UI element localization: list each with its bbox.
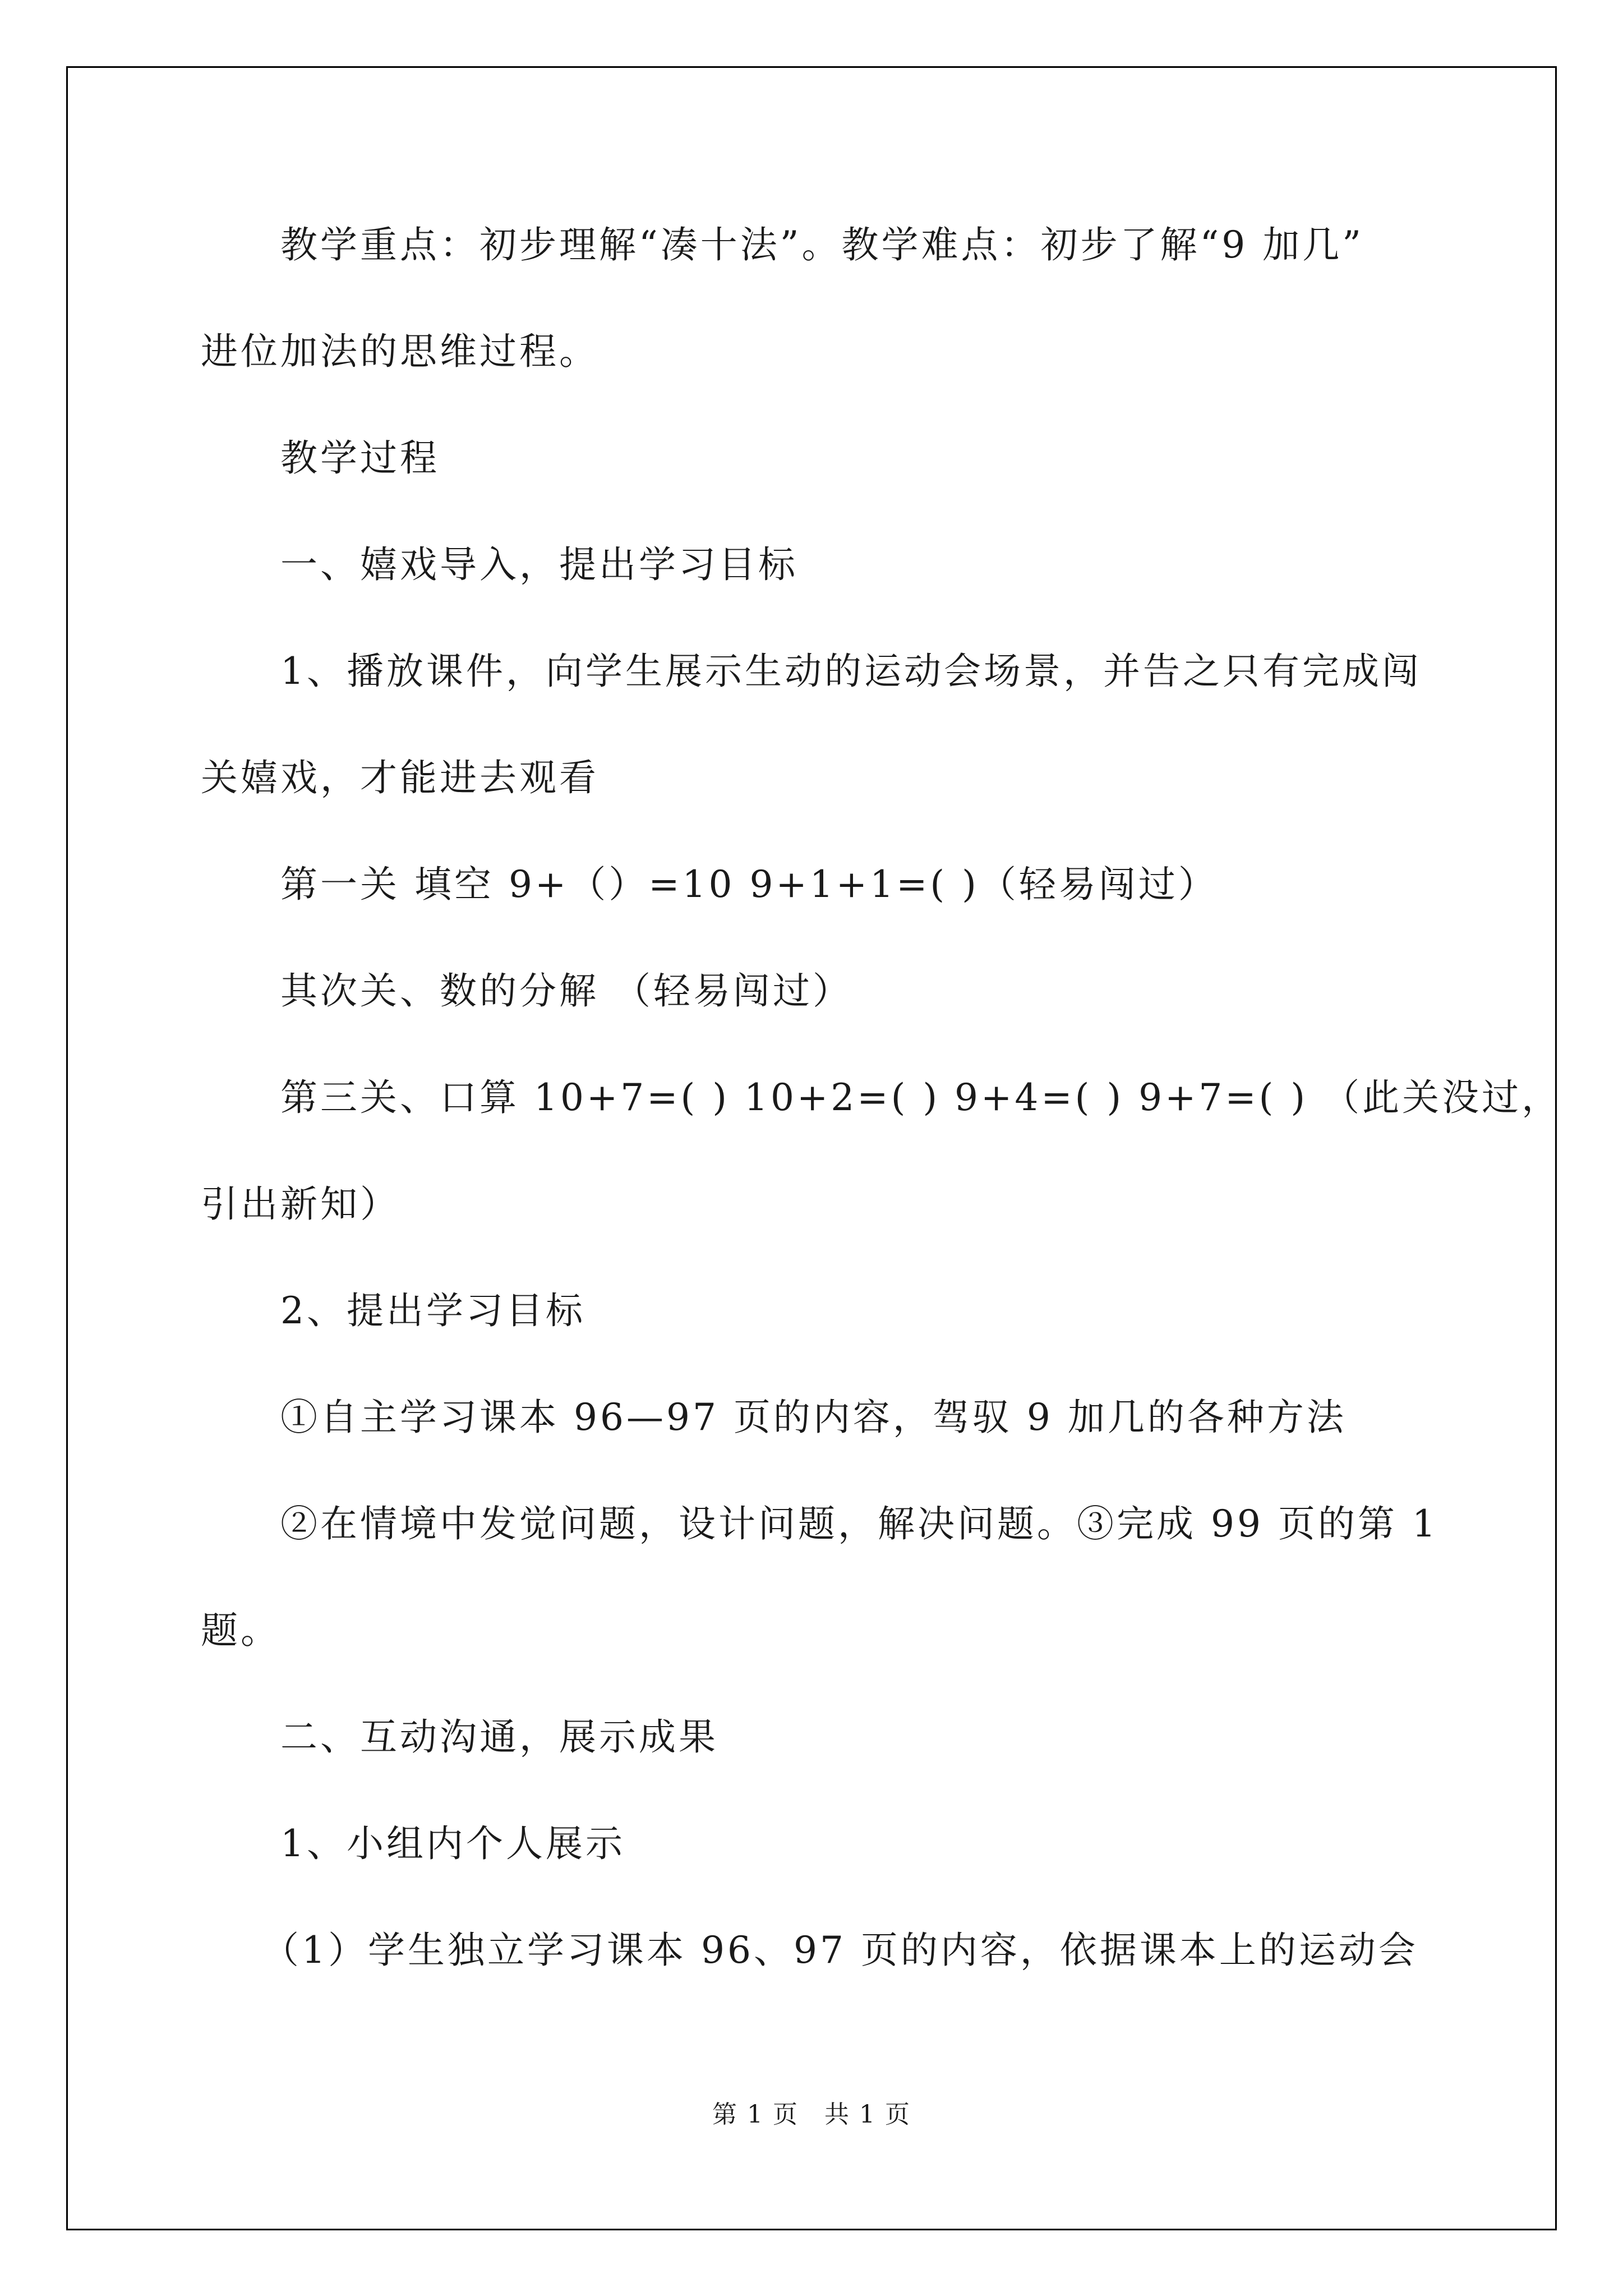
paragraph-line-16: 1、小组内个人展示 bbox=[201, 1822, 625, 1865]
paragraph-line-7: 第一关 填空 9+（）=10 9+1+1=( )（轻易闯过） bbox=[201, 863, 1218, 906]
paragraph-line-11: 2、提出学习目标 bbox=[201, 1289, 585, 1332]
paragraph-line-14: 题。 bbox=[201, 1609, 280, 1652]
paragraph-line-8: 其次关、数的分解 （轻易闯过） bbox=[201, 969, 852, 1013]
paragraph-line-10: 引出新知） bbox=[201, 1182, 400, 1226]
section-heading-teaching-process: 教学过程 bbox=[201, 436, 440, 480]
paragraph-line-6: 关嬉戏，才能进去观看 bbox=[201, 756, 599, 799]
paragraph-line-2: 进位加法的思维过程。 bbox=[201, 330, 599, 373]
paragraph-line-5: 1、播放课件，向学生展示生动的运动会场景，并告之只有完成闯 bbox=[201, 650, 1422, 693]
page-border bbox=[66, 66, 1557, 2230]
section-heading-2: 二、互动沟通，展示成果 bbox=[201, 1715, 718, 1759]
paragraph-line-9: 第三关、口算 10+7=( ) 10+2=( ) 9+4=( ) 9+7=( ) （此关没过， bbox=[201, 1076, 1562, 1119]
section-heading-1: 一、嬉戏导入，提出学习目标 bbox=[201, 543, 798, 586]
page-footer: 第 1 页 共 1 页 bbox=[712, 2100, 911, 2129]
paragraph-line-1: 教学重点：初步理解“凑十法”。教学难点：初步了解“9 加几” bbox=[201, 223, 1364, 266]
paragraph-line-17: （1）学生独立学习课本 96、97 页的内容，依据课本上的运动会 bbox=[201, 1929, 1418, 1972]
paragraph-line-13: ②在情境中发觉问题，设计问题，解决问题。③完成 99 页的第 1 bbox=[201, 1502, 1438, 1545]
paragraph-line-12: ①自主学习课本 96—97 页的内容，驾驭 9 加几的各种方法 bbox=[201, 1396, 1347, 1439]
